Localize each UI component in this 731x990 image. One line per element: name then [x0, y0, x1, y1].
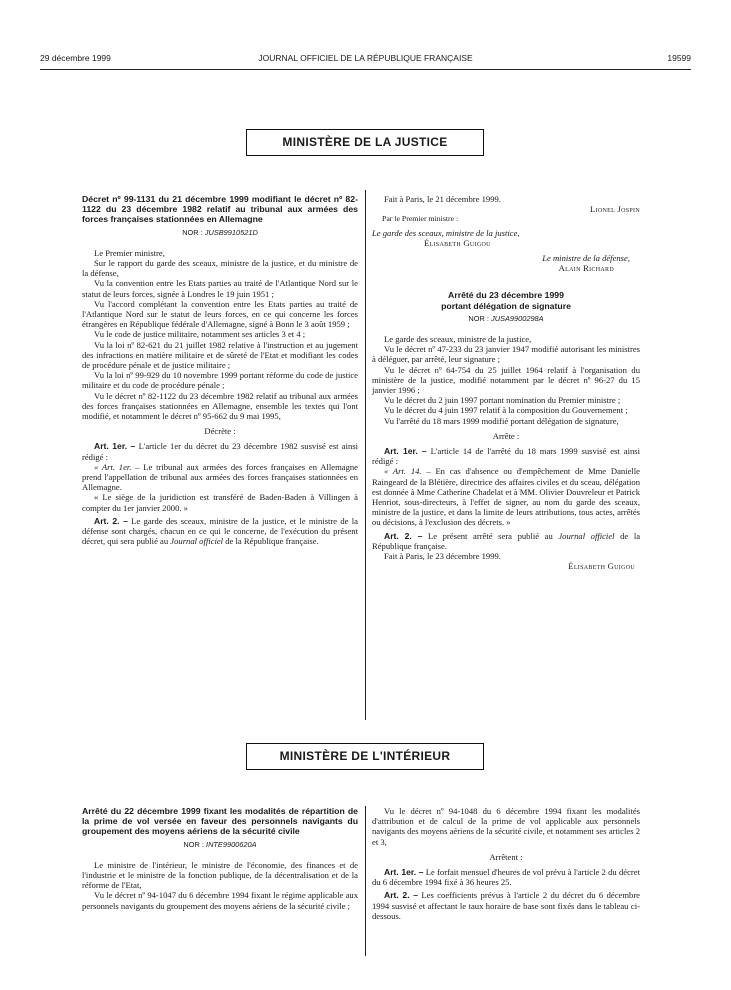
decree-role-justice: Le garde des sceaux, ministre de la justice, [372, 227, 520, 238]
arrete-para: Vu le décret du 2 juin 1997 portant nomination du Premier ministre ; [384, 395, 621, 406]
arrete-title-line-1: Arrêté du 23 décembre 1999 [448, 290, 564, 301]
decree-para: Vu la loi nº 99-929 du 10 novembre 1999 portant réforme du code de justice militaire et du code de procédure pénale ; [82, 370, 358, 391]
interieur-arrete-nor: NOR : INTE9900620A [183, 839, 257, 849]
decree-par: Par le Premier ministre : [382, 214, 459, 224]
decree-signature-defense: Alain Richard [558, 263, 614, 274]
decree-para: Vu le décret nº 82-1122 du 23 décembre 1982 relatif au tribunal aux armées des forces françaises stationnées en Allemagne, ensemble les textes qui l'ont modifié, et notamment le décret nº 95-662 du 9 mai 1995, [82, 390, 358, 422]
decree-article-1: Art. 1er. – L'article 1er du décret du 23 décembre 1982 susvisé est ainsi rédigé : [82, 441, 359, 462]
header-rule [40, 69, 691, 70]
arrete-para: Le garde des sceaux, ministre de la justice, [384, 334, 532, 345]
ministry-interieur-heading: MINISTÈRE DE L'INTÉRIEUR [246, 743, 484, 770]
arrete-para: Vu le décret nº 64-754 du 25 juillet 1964 relatif à l'organisation du ministère de la justice, modifié notamment par le décret nº 96-27 du 15 janvier 1996 ; [372, 364, 640, 396]
decree-para: Vu la convention entre les Etats parties au traité de l'Atlantique Nord sur le statut de leurs forces, signée à Londres le 19 juin 1951 ; [82, 278, 358, 299]
column-divider-2 [365, 806, 366, 956]
interieur-arretent: Arrêtent : [489, 851, 523, 862]
header-journal-title: JOURNAL OFFICIEL DE LA RÉPUBLIQUE FRANÇAISE [258, 53, 473, 63]
decree-decrete: Décrète : [204, 426, 236, 437]
interieur-arrete [82, 806, 358, 911]
arrete-para: Vu le décret du 4 juin 1997 relatif à la composition du Gouvernement ; [384, 405, 628, 416]
decree-para: Sur le rapport du garde des sceaux, ministre de la justice, et du ministre de la défense, [82, 258, 358, 279]
ministry-justice-heading: MINISTÈRE DE LA JUSTICE [246, 129, 484, 156]
decree-signature-pm: Lionel Jospin [590, 204, 640, 215]
justice-decree [82, 194, 358, 547]
arrete-fait: Fait à Paris, le 23 décembre 1999. [384, 551, 501, 562]
decree-article-1-quote-2: « Le siège de la juridiction est transféré de Baden-Baden à Villingen à compter du 1er janvier 2000. » [82, 492, 358, 513]
decree-para: Vu l'accord complétant la convention entre les Etats parties au traité de l'Atlantique Nord sur le statut de leurs forces, en ce qui concerne les forces étrangères en République fédérale d'Allemagne, signé à Bonn le 3 août 1959 ; [82, 298, 358, 330]
decree-role-defense: Le ministre de la défense, [542, 253, 630, 264]
arrete-article-1-quote: « Art. 14. – En cas d'absence ou d'empêchement de Mme Danielle Raingeard de la Blétière, directrice des affaires civiles et du sceau, délégation est donnée à Mme Catherine Chadelat et à MM. Olivier Douvreleur et Patrick Henriot, sous-directeurs, à l'effet de signer, au nom du garde des sceaux, ministre de la justice, et dans la limite de leurs attributions, tous actes, arrêtés ou décisions, à l'exclusion des décrets. » [372, 466, 640, 528]
decree-para: Vu le code de justice militaire, notamment ses articles 3 et 4 ; [94, 329, 306, 340]
decree-title: Décret nº 99-1131 du 21 décembre 1999 modifiant le décret nº 82-1122 du 23 décembre 1982 relatif au tribunal aux armées des forces françaises stationnées en Allemagne [82, 194, 358, 225]
decree-article-2: Art. 2. – Le garde des sceaux, ministre de la justice, et le ministre de la défense sont chargés, chacun en ce qui le concerne, de l'exécution du présent décret, qui sera publié au Journal officiel de la République française. [82, 515, 358, 547]
arrete-article-1: Art. 1er. – L'article 14 de l'arrêté du 18 mars 1999 susvisé est ainsi rédigé : [372, 446, 640, 467]
decree-nor: NOR : JUSB9910521D [182, 227, 258, 237]
justice-right-column [372, 194, 640, 572]
arrete-arrete: Arrête : [492, 430, 520, 441]
interieur-para: Vu le décret nº 94-1047 du 6 décembre 1994 fixant le régime applicable aux personnels navigants du groupement des moyens aériens de la sécurité civile ; [82, 890, 358, 911]
header-date: 29 décembre 1999 [40, 53, 111, 63]
column-divider [365, 190, 366, 720]
interieur-para: Le ministre de l'intérieur, le ministre de l'économie, des finances et de l'industrie et le ministre de la fonction publique, de la décentralisation et de la réforme de l'Etat, [82, 859, 358, 891]
page-header [40, 53, 691, 67]
arrete-para: Vu l'arrêté du 18 mars 1999 modifié portant délégation de signature, [384, 415, 619, 426]
interieur-article-2: Art. 2. – Les coefficients prévus à l'article 2 du décret du 6 décembre 1994 susvisé et affectant le taux horaire de base sont fixés dans le tableau ci-dessous. [372, 890, 640, 921]
interieur-para: Vu le décret nº 94-1048 du 6 décembre 1994 fixant les modalités d'attribution et de calcul de la prime de vol applicable aux personnels navigants des moyens aériens de la sécurité civile, et notamment ses articles 2 et 3, [372, 806, 640, 847]
arrete-title-line-2: portant délégation de signature [441, 300, 571, 311]
interieur-arrete-title: Arrêté du 22 décembre 1999 fixant les modalités de répartition de la prime de vol versée en faveur des personnels navigants du groupement des moyens aériens de la sécurité civile [82, 806, 358, 837]
decree-fait: Fait à Paris, le 21 décembre 1999. [384, 194, 501, 204]
decree-para: Le Premier ministre, [94, 247, 165, 258]
decree-signature-justice: Élisabeth Guigou [424, 237, 491, 248]
arrete-article-2: Art. 2. – Le présent arrêté sera publié au Journal officiel de la République française. [372, 530, 641, 551]
decree-article-1-quote: « Art. 1er. – Le tribunal aux armées des forces françaises en Allemagne prend l'appellation de tribunal aux armées des forces françaises stationnées en Allemagne. [82, 461, 358, 493]
interieur-right-column [372, 806, 640, 921]
arrete-para: Vu le décret nº 47-233 du 23 janvier 1947 modifié autorisant les ministres à déléguer, par arrêté, leur signature ; [372, 344, 640, 365]
arrete-nor: NOR : JUSA9900298A [468, 313, 544, 323]
decree-para: Vu la loi nº 82-621 du 21 juillet 1982 relative à l'instruction et au jugement des infractions en matière militaire et de sûreté de l'Etat et modifiant les codes de procédure pénale et de justice militaire ; [82, 339, 358, 371]
header-page-number: 19599 [667, 53, 691, 63]
arrete-signature: Élisabeth Guigou [568, 561, 635, 572]
interieur-article-1: Art. 1er. – Le forfait mensuel d'heures de vol prévu à l'article 2 du décret du 6 décembre 1994 fixé à 36 heures 25. [372, 867, 640, 888]
